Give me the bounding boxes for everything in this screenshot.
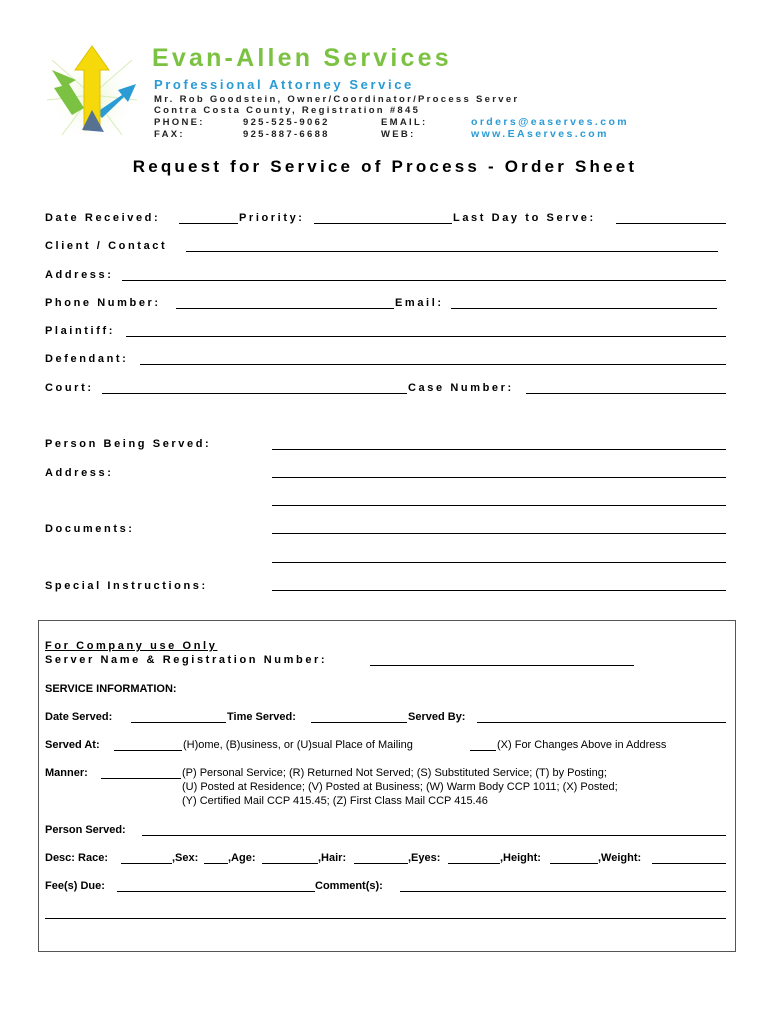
person-served-record-label: Person Served: [45, 824, 126, 836]
date-served-label: Date Served: [45, 711, 113, 723]
height-label: ,Height: [500, 852, 541, 864]
served-by-field[interactable] [477, 722, 726, 723]
sex-field[interactable] [204, 863, 228, 864]
client-contact-field[interactable] [186, 251, 718, 252]
company-name: Evan-Allen Services [152, 44, 452, 72]
special-instructions-field[interactable] [272, 590, 726, 591]
date-served-field[interactable] [131, 722, 226, 723]
address-label: Address: [45, 269, 114, 281]
service-info-heading: SERVICE INFORMATION: [45, 683, 177, 695]
address-field[interactable] [122, 280, 726, 281]
service-address-label: Address: [45, 467, 114, 479]
defendant-label: Defendant: [45, 353, 129, 365]
plaintiff-label: Plaintiff: [45, 325, 115, 337]
fax-value: 925-887-6688 [243, 129, 330, 140]
weight-field[interactable] [652, 863, 726, 864]
date-received-field[interactable] [179, 223, 238, 224]
fax-label: FAX: [154, 129, 185, 140]
web-label: WEB: [381, 129, 416, 140]
last-day-field[interactable] [616, 223, 726, 224]
court-field[interactable] [102, 393, 407, 394]
served-at-label: Served At: [45, 739, 100, 751]
server-name-label: Server Name & Registration Number: [45, 654, 328, 666]
email-field-label: Email: [395, 297, 444, 309]
height-field[interactable] [550, 863, 598, 864]
documents-field-1[interactable] [272, 533, 726, 534]
served-at-field[interactable] [114, 750, 182, 751]
priority-label: Priority: [239, 212, 305, 224]
sex-label: ,Sex: [172, 852, 199, 864]
manner-label: Manner: [45, 767, 88, 779]
phone-value: 925-525-9062 [243, 117, 330, 128]
race-field[interactable] [121, 863, 172, 864]
person-served-field[interactable] [272, 449, 726, 450]
manner-options-2: (U) Posted at Residence; (V) Posted at Business; (W) Warm Body CCP 1011; (X) Posted; [182, 781, 618, 793]
form-title: Request for Service of Process - Order Sheet [132, 157, 638, 176]
phone-number-field[interactable] [176, 308, 394, 309]
special-instructions-label: Special Instructions: [45, 580, 208, 592]
changes-field[interactable] [470, 750, 496, 751]
weight-label: ,Weight: [598, 852, 642, 864]
documents-label: Documents: [45, 523, 135, 535]
case-number-field[interactable] [526, 393, 726, 394]
defendant-field[interactable] [140, 364, 726, 365]
client-contact-label: Client / Contact [45, 240, 168, 252]
manner-options-1: (P) Personal Service; (R) Returned Not Served; (S) Substituted Service; (T) by Posting; [182, 767, 607, 779]
documents-field-2[interactable] [272, 562, 726, 563]
server-name-field[interactable] [370, 665, 634, 666]
race-label: Desc: Race: [45, 852, 108, 864]
phone-label: PHONE: [154, 117, 205, 128]
hair-label: ,Hair: [318, 852, 347, 864]
company-use-heading: For Company use Only [45, 640, 218, 652]
court-label: Court: [45, 382, 94, 394]
owner-line: Mr. Rob Goodstein, Owner/Coordinator/Process Server [154, 94, 520, 105]
changes-label: (X) For Changes Above in Address [497, 739, 667, 751]
email-field[interactable] [451, 308, 717, 309]
manner-field[interactable] [101, 778, 181, 779]
served-by-label: Served By: [408, 711, 466, 723]
hair-field[interactable] [354, 863, 408, 864]
arrows-logo-icon [42, 40, 142, 140]
fees-label: Fee(s) Due: [45, 880, 105, 892]
served-at-options: (H)ome, (B)usiness, or (U)sual Place of Mailing [183, 739, 413, 751]
age-label: ,Age: [228, 852, 256, 864]
email-label: EMAIL: [381, 117, 428, 128]
registration-line: Contra Costa County, Registration #845 [154, 105, 421, 116]
company-tagline: Professional Attorney Service [154, 77, 414, 92]
eyes-label: ,Eyes: [408, 852, 441, 864]
fees-field[interactable] [117, 891, 315, 892]
plaintiff-field[interactable] [126, 336, 726, 337]
email-link[interactable]: orders@easerves.com [471, 116, 629, 128]
phone-number-label: Phone Number: [45, 297, 161, 309]
age-field[interactable] [262, 863, 318, 864]
person-served-record-field[interactable] [142, 835, 726, 836]
comments-field-2[interactable] [45, 918, 726, 919]
person-served-label: Person Being Served: [45, 438, 212, 450]
priority-field[interactable] [314, 223, 452, 224]
web-link[interactable]: www.EAserves.com [471, 128, 609, 140]
date-received-label: Date Received: [45, 212, 161, 224]
case-number-label: Case Number: [408, 382, 514, 394]
time-served-field[interactable] [311, 722, 407, 723]
time-served-label: Time Served: [227, 711, 296, 723]
service-address-field-2[interactable] [272, 505, 726, 506]
comments-field[interactable] [400, 891, 726, 892]
comments-label: Comment(s): [315, 880, 383, 892]
company-logo [42, 40, 142, 140]
manner-options-3: (Y) Certified Mail CCP 415.45; (Z) First Class Mail CCP 415.46 [182, 795, 488, 807]
eyes-field[interactable] [448, 863, 500, 864]
last-day-label: Last Day to Serve: [453, 212, 596, 224]
service-address-field-1[interactable] [272, 477, 726, 478]
